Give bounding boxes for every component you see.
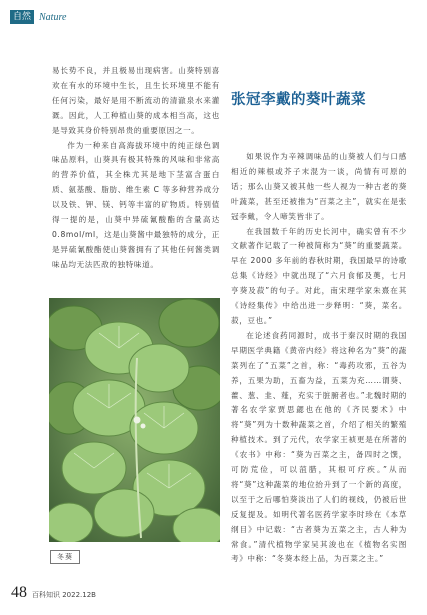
section-tag: 自然 — [10, 10, 34, 24]
right-column — [231, 150, 407, 567]
mallow-plant-photo — [49, 298, 220, 542]
publication-info: 百科知识 2022.12B — [32, 591, 96, 599]
article-paragraph-1: 如果说作为辛辣调味品的山葵被人们与口感相近的辣根或芥子末混为一谈，尚情有可原的话；那么山葵又被其他一些人视为一种古老的葵叶蔬菜，甚至还被推为“百菜之主”，就实在是张冠李戴，令人啼笑皆非了。 — [231, 152, 407, 221]
page-footer — [11, 584, 96, 602]
left-paragraph-1: 易长势不良，并且极易出现病害。山葵特别喜欢在有水的环境中生长，且生长环境里不能有任何污染，最好是用不断流动的清澈泉水来灌溉。因此，人工种植山葵的成本相当高，这也是导致其身价特别昂贵的重要原因之一。 — [52, 66, 220, 135]
leaf-illustration — [49, 298, 220, 542]
section-header — [10, 10, 66, 24]
section-english-label: Nature — [39, 11, 67, 23]
article-paragraph-2: 在我国数千年的历史长河中，确实曾有不少文献著作记载了一种被简称为“葵”的重要蔬菜。早在 2000 多年前的春秋时期，我国最早的诗歌总集《诗经》中就出现了“六月食郁及薁，七月亨葵及菽”的句子。对此，南宋理学家朱熹在其《诗经集传》中给出进一步释明：“葵，菜名。菽，豆也。” — [231, 226, 407, 325]
page-number: 48 — [11, 584, 27, 601]
article-title: 张冠李戴的葵叶蔬菜 — [231, 91, 366, 108]
left-column — [52, 64, 220, 273]
left-paragraph-2: 作为一种来自高海拔环境中的纯正绿色调味品原料，山葵具有极其特殊的风味和非常高的营养价值，其全株尤其是地下茎富含蛋白质、氨基酸、脂肪、维生素 C 等多种营养成分以及铁、钾、镁、钙等丰富的矿物质。特别值得一提的是，山葵中异硫氰酸酯的含量高达 0.8mol/ml，这是山葵酱中最独特的成分，正是异硫氰酸酯使山葵酱拥有了其他任何酱类调味品均无法匹敌的独特味道。 — [52, 140, 220, 269]
article-paragraph-3: 在论述食药同源时，成书于秦汉时期的我国早期医学典籍《黄帝内经》将这种名为“葵”的蔬菜列在了“五菜”之首，称：“毒药攻邪，五谷为养，五果为助，五畜为益，五菜为充……谓葵、藿、葱、韭、薤，充实于脏腑者也。”北魏时期的著名农学家贾思勰也在他的《齐民要术》中将“葵”列为十数种蔬菜之首，介绍了相关的繁殖种植技术。到了元代，农学家王祯更是在所著的《农书》中称：“葵为百菜之主，备四时之馔，可防荒俭，可以菹腊，其根可疗疾。”从而将“葵”这种蔬菜的地位抬升到了一个新的高度，以至于之后哪怕葵淡出了人们的视线，仍被后世反复提及。如明代著名医药学家李时珍在《本草纲目》中记载：“古者葵为五菜之主，古人种为常食。”清代植物学家吴其浚也在《植物名实图考》中称：“冬葵本经上品，为百菜之主。” — [231, 330, 407, 564]
figure-caption: 冬葵 — [50, 550, 80, 564]
